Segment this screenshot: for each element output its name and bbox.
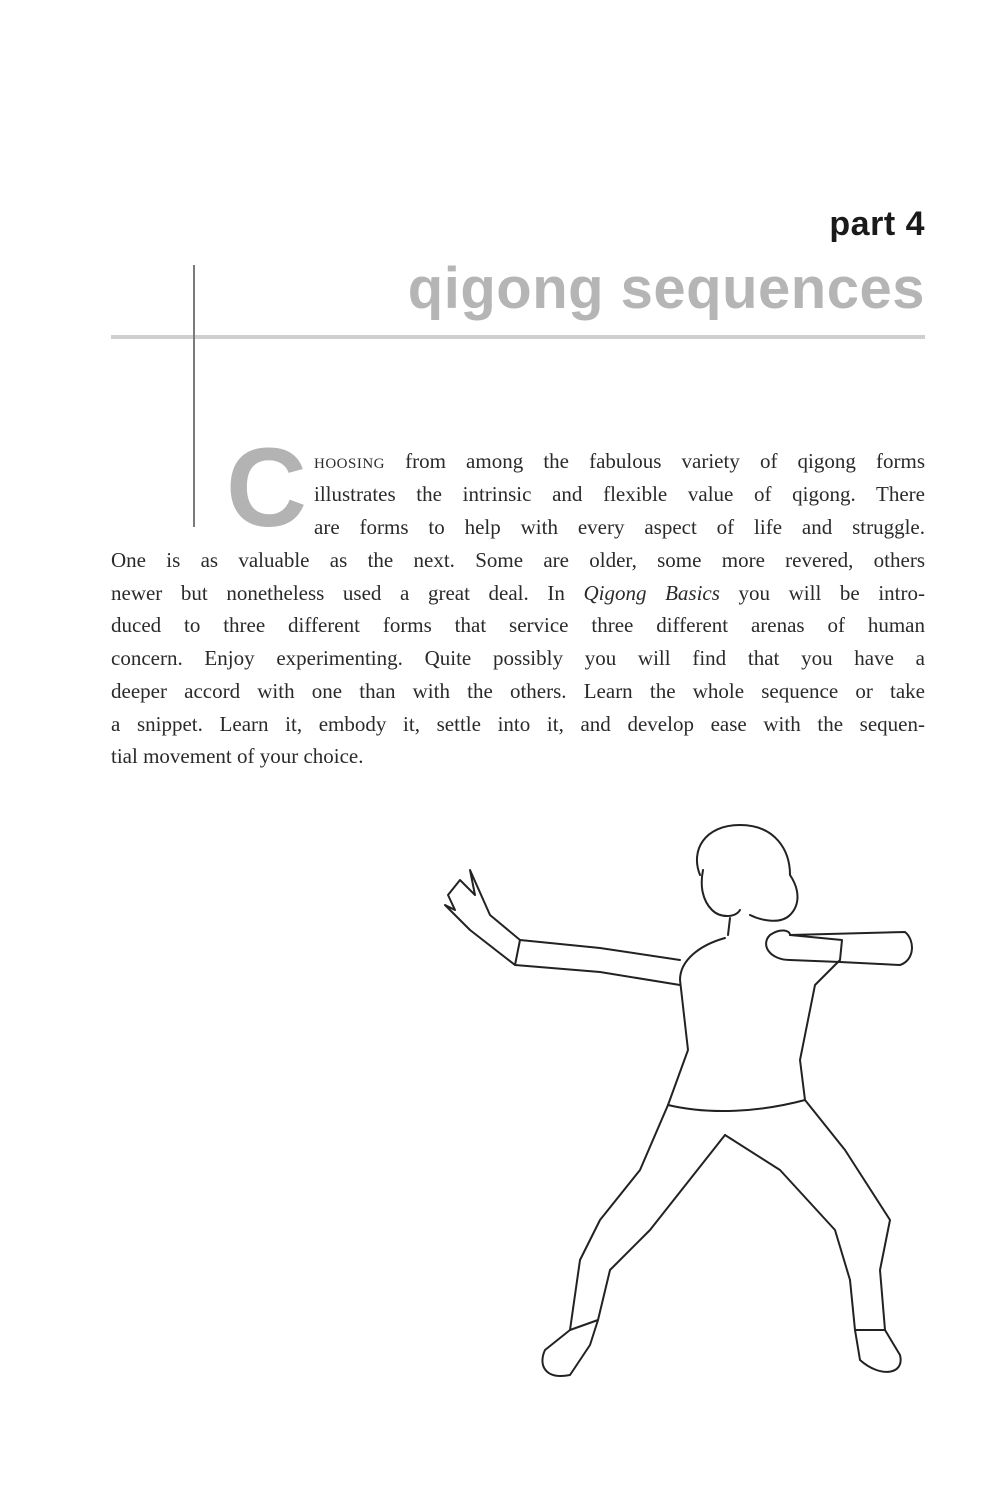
text-span: you will be intro- (719, 581, 925, 605)
text-line: deeper accord with one than with the others. Learn the whole sequence or take (111, 679, 925, 703)
horizontal-rule (111, 335, 925, 339)
text-span: newer but nonetheless used a great deal. In (111, 581, 584, 605)
text-line: a snippet. Learn it, embody it, settle into it, and develop ease with the sequen- (111, 712, 925, 736)
text-line (314, 448, 925, 474)
text-span: from among the fabulous variety of qigong forms (385, 449, 925, 473)
drop-cap: C (226, 425, 307, 550)
book-title: Qigong Basics (583, 581, 720, 605)
vertical-rule (193, 265, 195, 527)
part-title: qigong sequences (407, 256, 925, 321)
text-line: One is as valuable as the next. Some are older, some more revered, others (111, 548, 925, 572)
qigong-figure-illustration (430, 800, 930, 1390)
text-line: tial movement of your choice. (111, 744, 364, 768)
text-line: are forms to help with every aspect of life and struggle. (314, 515, 925, 539)
text-line: duced to three different forms that service three different arenas of human (111, 613, 925, 637)
part-number: part 4 (829, 205, 925, 243)
text-line: illustrates the intrinsic and flexible value of qigong. There (314, 482, 925, 506)
text-line (111, 580, 925, 606)
small-caps-word: hoosing (314, 449, 385, 473)
text-line: concern. Enjoy experimenting. Quite possibly you will find that you have a (111, 646, 925, 670)
